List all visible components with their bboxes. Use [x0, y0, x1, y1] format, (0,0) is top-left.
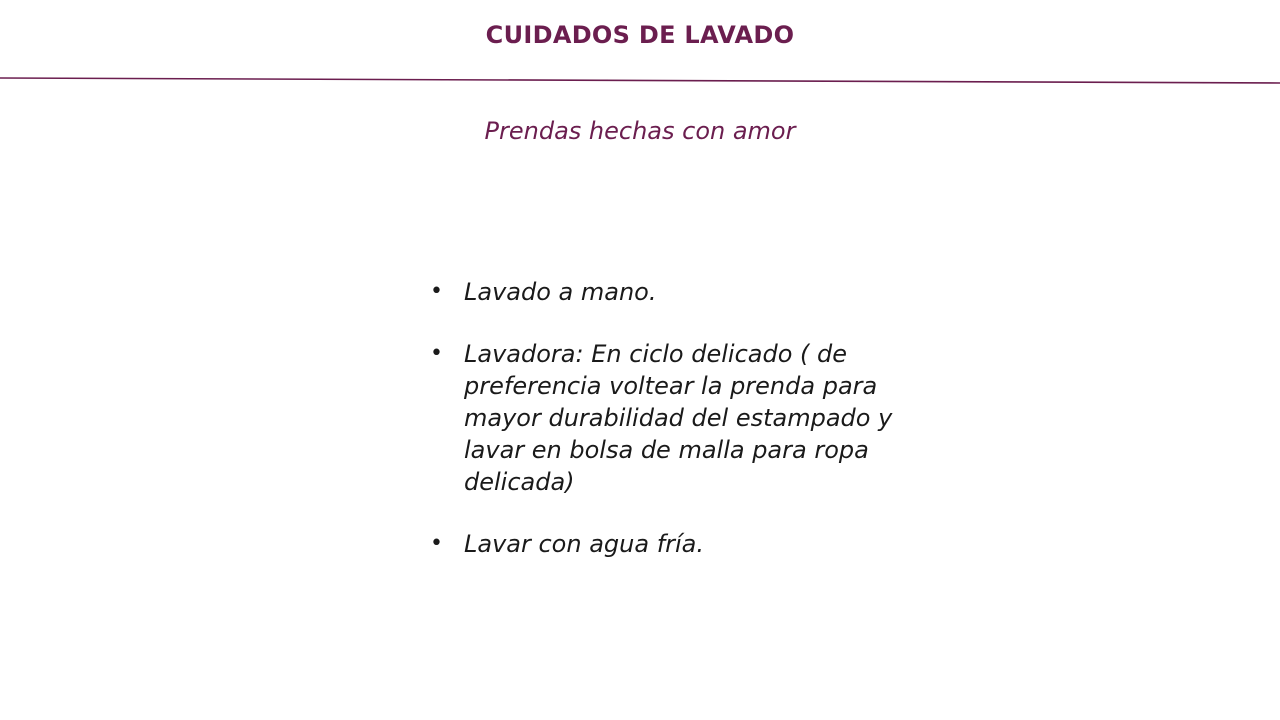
bullet-icon: •: [430, 341, 443, 366]
list-item-text: Lavadora: En ciclo delicado ( de preferencia voltear la prenda para mayor durabilidad del estampado y lavar en bolsa de malla para ropa delicada): [464, 340, 893, 496]
page-title: CUIDADOS DE LAVADO: [485, 21, 795, 49]
care-instructions-list: [430, 276, 900, 590]
list-item-machine-wash: [430, 338, 900, 498]
list-item-cold-water: [430, 528, 900, 560]
list-item-hand-wash: [430, 276, 900, 308]
list-item-text: Lavado a mano.: [464, 278, 657, 306]
slide-subtitle: Prendas hechas con amor: [484, 117, 796, 145]
bullet-icon: •: [430, 279, 443, 304]
list-item-text: Lavar con agua fría.: [464, 530, 705, 558]
bullet-icon: •: [430, 531, 443, 556]
title-divider: [0, 0, 1280, 100]
